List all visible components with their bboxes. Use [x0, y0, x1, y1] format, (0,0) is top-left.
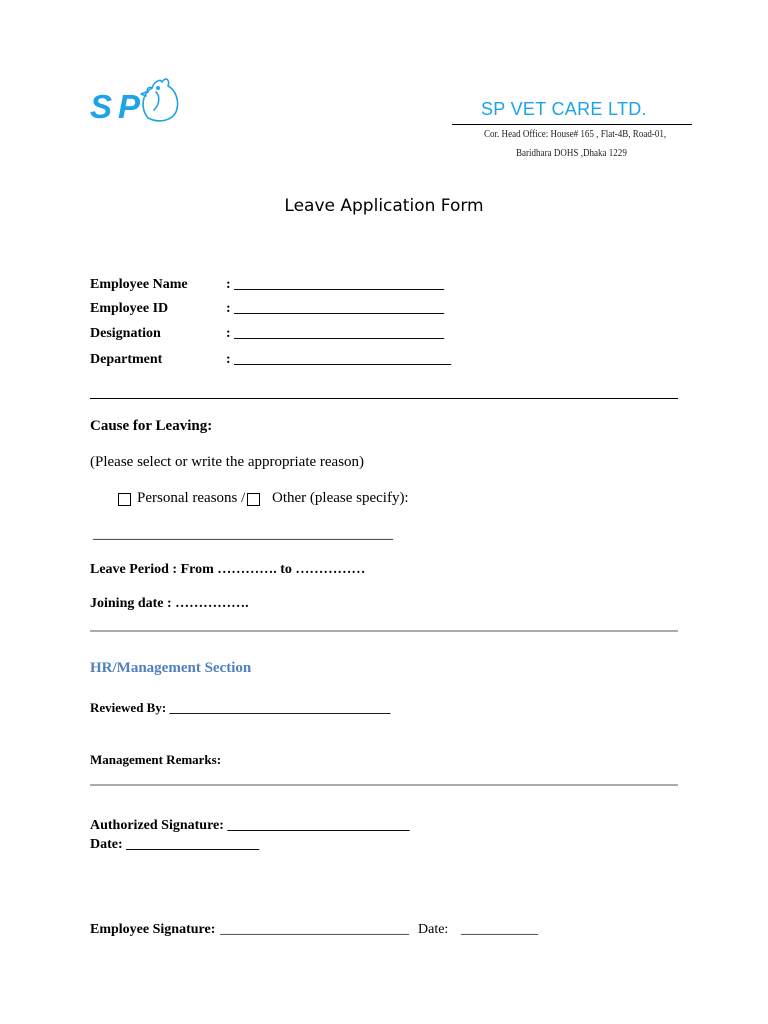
designation-field[interactable]: : ______________________________ [226, 326, 445, 341]
other-reason-checkbox[interactable] [247, 493, 260, 506]
department-label: Department [90, 352, 163, 367]
other-reason-label: Other (please specify): [272, 490, 409, 506]
employee-id-label: Employee ID [90, 301, 169, 316]
joining-date[interactable]: Joining date : ……………. [90, 596, 249, 611]
authorized-signature-field[interactable]: Authorized Signature: __________________________ [90, 818, 410, 833]
employee-date-field[interactable]: ___________ [461, 922, 538, 937]
address-line-1: Cor. Head Office: House# 165 , Flat-4B, Road-01, [484, 129, 667, 140]
logo-text: SP [90, 88, 140, 125]
company-name: SP VET CARE LTD. [481, 99, 647, 119]
reviewed-by-field[interactable]: Reviewed By: __________________________________ [90, 700, 391, 715]
sp-rooster-logo [90, 68, 182, 126]
cause-heading: Cause for Leaving: [90, 418, 213, 434]
employee-signature-label: Employee Signature: [90, 922, 216, 937]
management-remarks-label: Management Remarks: [90, 752, 222, 767]
leave-period[interactable]: Leave Period : From …………. to …………… [90, 562, 366, 577]
cause-instruction: (Please select or write the appropriate reason) [90, 454, 365, 470]
personal-reasons-label: Personal reasons / [137, 490, 246, 506]
employee-signature-field[interactable]: ___________________________ [220, 922, 409, 937]
form-title: Leave Application Form [284, 196, 484, 216]
employee-name-label: Employee Name [90, 277, 188, 292]
department-field[interactable]: : _______________________________ [226, 352, 452, 367]
designation-label: Designation [90, 326, 161, 341]
personal-reasons-checkbox[interactable] [118, 493, 131, 506]
section-divider [90, 398, 678, 399]
authorized-date-field[interactable]: Date: ___________________ [90, 837, 260, 852]
address-line-2: Baridhara DOHS ,Dhaka 1229 [516, 148, 627, 159]
employee-name-field[interactable]: : ______________________________ [226, 277, 445, 292]
employee-id-field[interactable]: : ______________________________ [226, 301, 445, 316]
employee-date-label: Date: [418, 922, 449, 937]
remarks-divider [90, 784, 678, 786]
hr-section-heading: HR/Management Section [90, 660, 252, 676]
other-reason-field[interactable]: ________________________________________ [93, 526, 393, 542]
hr-divider [90, 630, 678, 632]
header-divider [452, 124, 692, 125]
